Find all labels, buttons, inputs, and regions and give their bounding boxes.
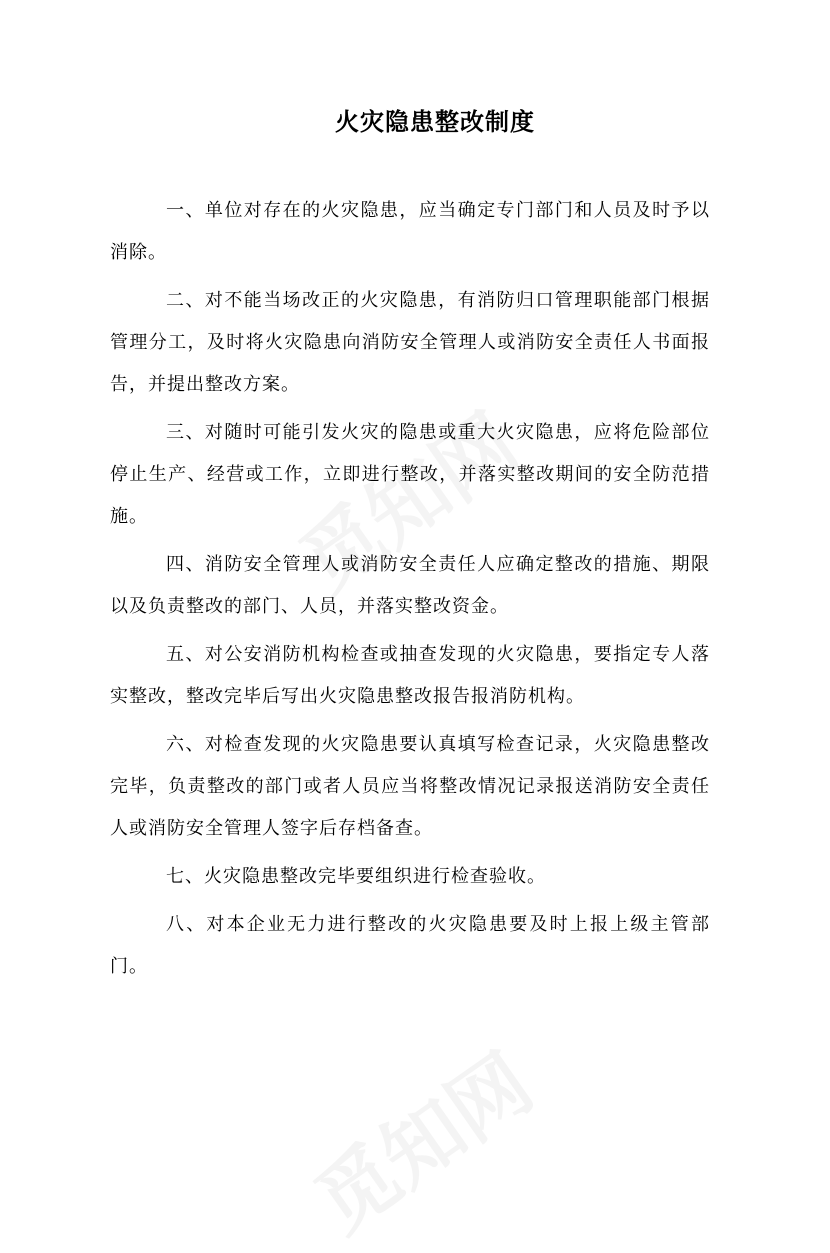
- watermark: [289, 1022, 552, 1253]
- paragraph-2: 二、对不能当场改正的火灾隐患，有消防归口管理职能部门根据管理分工，及时将火灾隐患向消防安全管理人或消防安全责任人书面报告，并提出整改方案。: [110, 290, 710, 395]
- document-title: 火灾隐患整改制度: [335, 108, 535, 136]
- paragraph-5: 五、对公安消防机构检查或抽查发现的火灾隐患，要指定专人落实整改，整改完毕后写出火灾隐患整改报告报消防机构。: [110, 644, 710, 707]
- paragraph-3: 三、对随时可能引发火灾的隐患或重大火灾隐患，应将危险部位停止生产、经营或工作，立即进行整改，并落实整改期间的安全防范措施。: [110, 422, 710, 527]
- paragraph-8: 八、对本企业无力进行整改的火灾隐患要及时上报上级主管部门。: [110, 914, 710, 977]
- paragraph-4: 四、消防安全管理人或消防安全责任人应确定整改的措施、期限以及负责整改的部门、人员，并落实整改资金。: [110, 554, 710, 617]
- paragraph-1: 一、单位对存在的火灾隐患，应当确定专门部门和人员及时予以消除。: [110, 200, 710, 263]
- paragraph-6: 六、对检查发现的火灾隐患要认真填写检查记录，火灾隐患整改完毕，负责整改的部门或者人员应当将整改情况记录报送消防安全责任人或消防安全管理人签字后存档备查。: [110, 734, 710, 839]
- document-body: [110, 190, 710, 994]
- paragraph-7: 七、火灾隐患整改完毕要组织进行检查验收。: [166, 866, 546, 887]
